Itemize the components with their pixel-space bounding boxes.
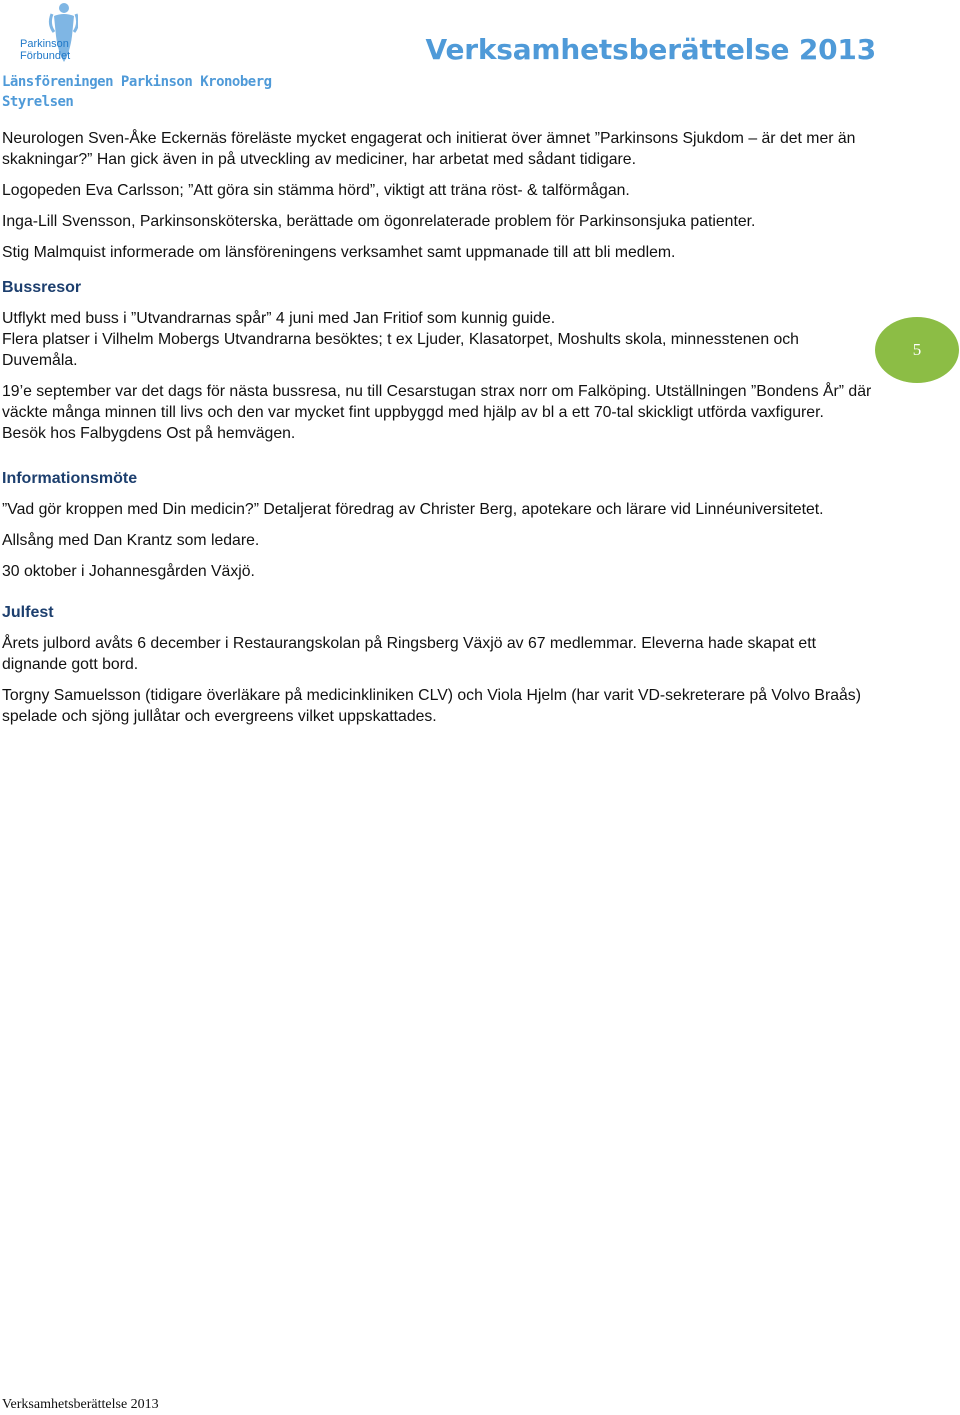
section-name: Styrelsen [2,94,74,110]
logo-line-1: Parkinson [20,38,69,50]
logo-text [20,38,70,62]
heading-informationsmote: Informationsmöte [2,470,138,487]
julfest-paragraph-2: Torgny Samuelsson (tidigare överläkare på medicinkliniken CLV) och Viola Hjelm (har varit VD-sekreterare på Volvo Braås) spelade och sjöng jullåtar och evergreens vilket uppskattades. [2,687,861,725]
heading-julfest: Julfest [2,604,54,621]
intro-paragraph-3: Inga-Lill Svensson, Parkinsonsköterska, berättade om ögonrelaterade problem för Parkinsonsjuka patienter. [2,213,756,230]
bussresor-paragraph-3: 19’e september var det dags för nästa bussresa, nu till Cesarstugan strax norr om Falköping. Utställningen ”Bondens År” där väckte många minnen till livs och den var mycket fint uppbyggd med hjälp av bl a ett 70-tal skickligt utförda vaxfigurer. [2,383,872,421]
informationsmote-paragraph-2: Allsång med Dan Krantz som ledare. [2,532,260,549]
page-footer: Verksamhetsberättelse 2013 [2,1397,159,1412]
heading-bussresor: Bussresor [2,279,82,296]
intro-paragraph-2: Logopeden Eva Carlsson; ”Att göra sin stämma hörd”, viktigt att träna röst- & talförmågan. [2,182,630,199]
org-name: Länsföreningen Parkinson Kronoberg [2,74,272,90]
informationsmote-paragraph-3: 30 oktober i Johannesgården Växjö. [2,563,255,580]
bussresor-paragraph-4: Besök hos Falbygdens Ost på hemvägen. [2,425,296,442]
bussresor-paragraph-2: Flera platser i Vilhelm Mobergs Utvandrarna besöktes; t ex Ljuder, Klasatorpet, Moshults skola, minnesstenen och Duvemåla. [2,331,799,369]
page-number-badge [875,317,959,383]
org-block [2,72,272,112]
intro-paragraph-4: Stig Malmquist informerade om länsföreningens verksamhet samt uppmanade till att bli medlem. [2,244,676,261]
document-body [2,128,872,737]
document-title: Verksamhetsberättelse 2013 [425,33,876,66]
intro-paragraph-1: Neurologen Sven-Åke Eckernäs föreläste mycket engagerat och initierat över ämnet ”Parkinsons Sjukdom – är det mer än skakningar?” Han gick även in på utveckling av mediciner, har arbetat med sådant tidigare. [2,130,856,168]
bussresor-paragraph-1: Utflykt med buss i ”Utvandrarnas spår” 4 juni med Jan Fritiof som kunnig guide. [2,310,556,327]
informationsmote-paragraph-1: ”Vad gör kroppen med Din medicin?” Detaljerat föredrag av Christer Berg, apotekare och lärare vid Linnéuniversitetet. [2,501,824,518]
page-number: 5 [912,340,922,359]
julfest-paragraph-1: Årets julbord avåts 6 december i Restaurangskolan på Ringsberg Växjö av 67 medlemmar. Eleverna hade skapat ett dignande gott bord. [2,635,816,673]
logo-line-2: Förbundet [20,50,71,62]
parkinson-forbundet-logo [8,2,78,66]
